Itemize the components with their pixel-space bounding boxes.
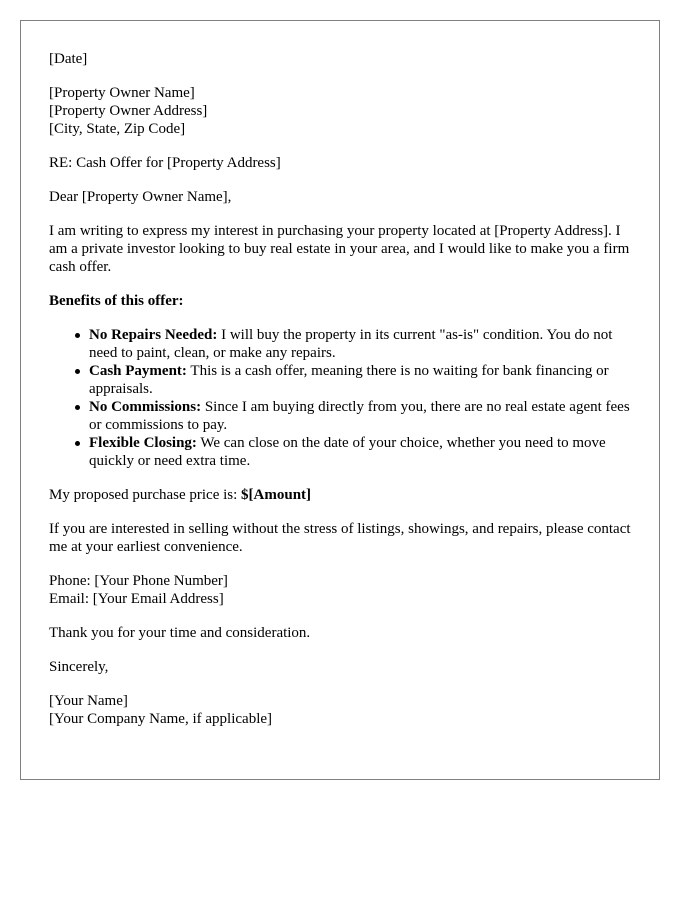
recipient-address: [Property Owner Address] <box>49 103 208 119</box>
signature-company: [Your Company Name, if applicable] <box>49 711 273 727</box>
benefit-text: This is a cash offer, meaning there is no waiting for bank financing or appraisals. <box>89 363 609 397</box>
list-item <box>89 326 631 362</box>
letter-date: [Date] <box>49 51 88 67</box>
recipient-name: [Property Owner Name] <box>49 85 195 101</box>
list-item <box>89 434 631 470</box>
salutation: Dear [Property Owner Name], <box>49 189 232 205</box>
price-amount: $[Amount] <box>241 487 312 503</box>
signature-name: [Your Name] <box>49 693 128 709</box>
list-item <box>89 398 631 434</box>
benefits-heading <box>49 292 631 310</box>
benefit-title: No Repairs Needed: <box>89 327 218 343</box>
benefits-list <box>49 326 631 470</box>
benefit-title: Cash Payment: <box>89 363 187 379</box>
call-to-action: If you are interested in selling without the stress of listings, showings, and repairs, please contact me at your earliest convenience. <box>49 521 631 555</box>
benefit-title: No Commissions: <box>89 399 202 415</box>
price-line <box>49 486 631 504</box>
price-label: My proposed purchase price is: <box>49 487 242 503</box>
recipient-city-state-zip: [City, State, Zip Code] <box>49 121 186 137</box>
signature-block <box>49 692 631 728</box>
thanks-line: Thank you for your time and consideration. <box>49 625 311 641</box>
contact-block <box>49 572 631 608</box>
letter <box>20 20 660 780</box>
benefit-text: Since I am buying directly from you, there are no real estate agent fees or commissions to pay. <box>89 399 630 433</box>
contact-phone: Phone: [Your Phone Number] <box>49 573 228 589</box>
benefit-title: Flexible Closing: <box>89 435 197 451</box>
recipient-block <box>49 84 631 138</box>
benefit-text: I will buy the property in its current "as-is" condition. You do not need to paint, clean, or make any repairs. <box>89 327 613 361</box>
benefit-text: We can close on the date of your choice, whether you need to move quickly or need extra time. <box>89 435 606 469</box>
subject-line: RE: Cash Offer for [Property Address] <box>49 155 281 171</box>
contact-email: Email: [Your Email Address] <box>49 591 224 607</box>
list-item <box>89 362 631 398</box>
benefits-heading-text: Benefits of this offer: <box>49 293 184 309</box>
intro-paragraph: I am writing to express my interest in purchasing your property located at [Property Address]. I am a private investor looking to buy real estate in your area, and I would like to make you a firm cash offer. <box>49 223 630 275</box>
closing-line: Sincerely, <box>49 659 109 675</box>
